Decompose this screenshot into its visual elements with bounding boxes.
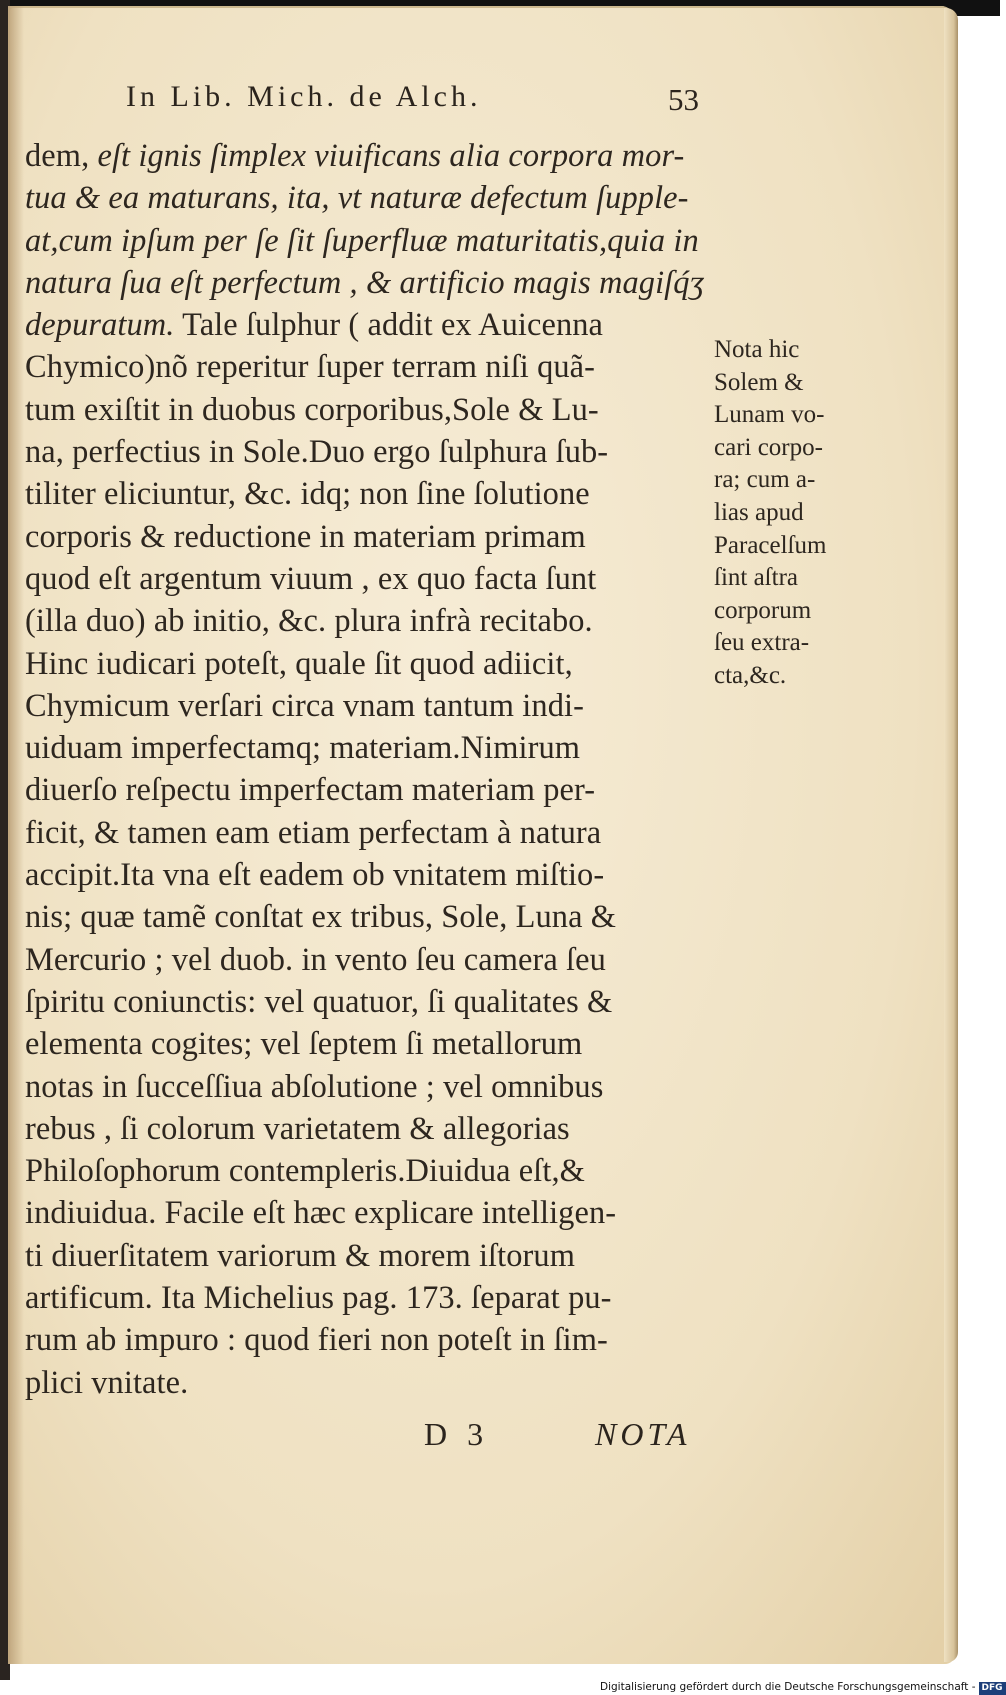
text-line xyxy=(25,981,705,1023)
text-run: ti diuerſitatem variorum & morem iſtorum xyxy=(25,1237,576,1274)
text-line xyxy=(25,473,705,515)
marginal-note-line: Nota hic xyxy=(714,336,800,363)
text-run: ſpiritu coniunctis: vel quatuor, ſi qualitates & xyxy=(25,983,613,1020)
text-run: rum ab impuro : quod fieri non poteſt in ſim- xyxy=(25,1322,608,1359)
italic-text-run: depuratum. xyxy=(25,307,175,344)
text-run: Tale ſulphur ( addit ex Auicenna xyxy=(174,307,604,344)
text-line xyxy=(25,1192,705,1234)
marginal-note-line: corporum xyxy=(714,596,812,624)
text-run: diuerſo reſpectu imperfectam materiam per- xyxy=(25,772,596,809)
text-run: elementa cogites; vel ſeptem ſi metallorum xyxy=(25,1026,583,1063)
text-run: na, perfectius in Sole.Duo ergo ſulphura ſub- xyxy=(25,434,609,471)
text-line xyxy=(25,727,705,769)
italic-text-run: at,cum ipſum per ſe ſit ſuperfluæ maturitatis,quia in xyxy=(25,222,699,259)
text-run: notas in ſucceſſiua abſolutione ; vel omnibus xyxy=(25,1068,604,1105)
text-line xyxy=(25,262,705,304)
text-line xyxy=(25,1319,705,1361)
dfg-logo: DFG xyxy=(979,1682,1006,1695)
marginal-note-line: ſint aſtra xyxy=(714,564,798,592)
text-line xyxy=(25,1108,705,1150)
italic-text-run: tua & ea maturans, ita, vt naturæ defectum ſupple- xyxy=(25,180,689,217)
text-line xyxy=(25,389,705,431)
text-line xyxy=(25,685,705,727)
text-line xyxy=(25,1066,705,1108)
text-run: dem, xyxy=(25,138,98,174)
text-line xyxy=(25,600,705,642)
digitization-footer xyxy=(600,1679,1003,1695)
marginal-note-line: Solem & xyxy=(714,368,804,396)
text-run: Philoſophorum contempleris.Diuidua eſt,& xyxy=(25,1153,585,1190)
text-line xyxy=(25,1277,705,1319)
page-fore-edge xyxy=(944,8,958,1662)
text-line xyxy=(25,346,705,388)
text-run: nis; quæ tamẽ conſtat ex tribus, Sole, Luna & xyxy=(25,899,617,936)
text-line xyxy=(25,939,705,981)
text-run: Hinc iudicari poteſt, quale ſit quod adiicit, xyxy=(25,645,573,682)
text-run: plici vnitate. xyxy=(25,1364,189,1401)
text-run: accipit.Ita vna eſt eadem ob vnitatem miſtio- xyxy=(25,857,605,894)
text-line xyxy=(25,1362,705,1404)
text-line xyxy=(25,812,705,854)
text-line xyxy=(25,220,705,262)
running-head: In Lib. Mich. de Alch. xyxy=(126,80,482,113)
text-line xyxy=(25,1150,705,1192)
text-run: uiduam imperfectamq; materiam.Nimirum xyxy=(25,730,581,767)
marginal-note-line: ra; cum a- xyxy=(714,466,816,494)
footer-credit-text: Digitalisierung gefördert durch die Deutsche Forschungsgemeinschaft - xyxy=(600,1681,976,1693)
text-line xyxy=(25,896,705,938)
page-number: 53 xyxy=(668,82,699,117)
text-run: tum exiſtit in duobus corporibus,Sole & Lu- xyxy=(25,391,599,428)
text-run: Mercurio ; vel duob. in vento ſeu camera ſeu xyxy=(25,941,606,978)
text-line xyxy=(25,769,705,811)
text-line xyxy=(25,304,705,346)
marginal-note-line: ſeu extra- xyxy=(714,629,810,657)
text-run: (illa duo) ab initio, &c. plura infrà recitabo. xyxy=(25,603,593,640)
marginal-note-line: lias apud xyxy=(714,498,804,526)
text-run: indiuidua. Facile eſt hæc explicare intelligen- xyxy=(25,1195,617,1232)
text-run: rebus , ſi colorum varietatem & allegorias xyxy=(25,1110,570,1147)
page-gutter-shadow xyxy=(8,6,24,1664)
text-run: Chymico)nõ reperitur ſuper terram niſi quã- xyxy=(25,349,596,386)
marginal-note-line: cta,&c. xyxy=(714,661,787,689)
catchword: NOTA xyxy=(595,1416,691,1452)
text-line xyxy=(25,854,705,896)
marginal-note-line: cari corpo- xyxy=(714,433,823,461)
text-line xyxy=(25,1235,705,1277)
text-run: artificum. Ita Michelius pag. 173. ſeparat pu- xyxy=(25,1280,612,1317)
text-line xyxy=(25,177,705,219)
marginal-note-line: Lunam vo- xyxy=(714,401,825,429)
main-text-block xyxy=(25,135,705,1404)
text-line xyxy=(25,516,705,558)
italic-text-run: natura ſua eſt perfectum , & artificio magis magiſq́ʒ xyxy=(25,264,705,301)
text-line xyxy=(25,643,705,685)
marginal-note xyxy=(714,334,864,693)
signature-mark: D 3 xyxy=(424,1416,490,1452)
text-run: Chymicum verſari circa vnam tantum indi- xyxy=(25,687,584,724)
text-line xyxy=(25,1023,705,1065)
italic-text-run: eſt ignis ſimplex viuificans alia corpora mor- xyxy=(97,138,685,174)
text-line xyxy=(25,135,705,177)
text-run: ficit, & tamen eam etiam perfectam à natura xyxy=(25,814,602,851)
text-run: quod eſt argentum viuum , ex quo facta ſunt xyxy=(25,560,597,597)
text-line xyxy=(25,431,705,473)
text-line xyxy=(25,558,705,600)
text-run: tiliter eliciuntur, &c. idq; non ſine ſolutione xyxy=(25,476,590,513)
text-run: corporis & reductione in materiam primam xyxy=(25,518,586,555)
marginal-note-line: Paracelſum xyxy=(714,531,827,559)
